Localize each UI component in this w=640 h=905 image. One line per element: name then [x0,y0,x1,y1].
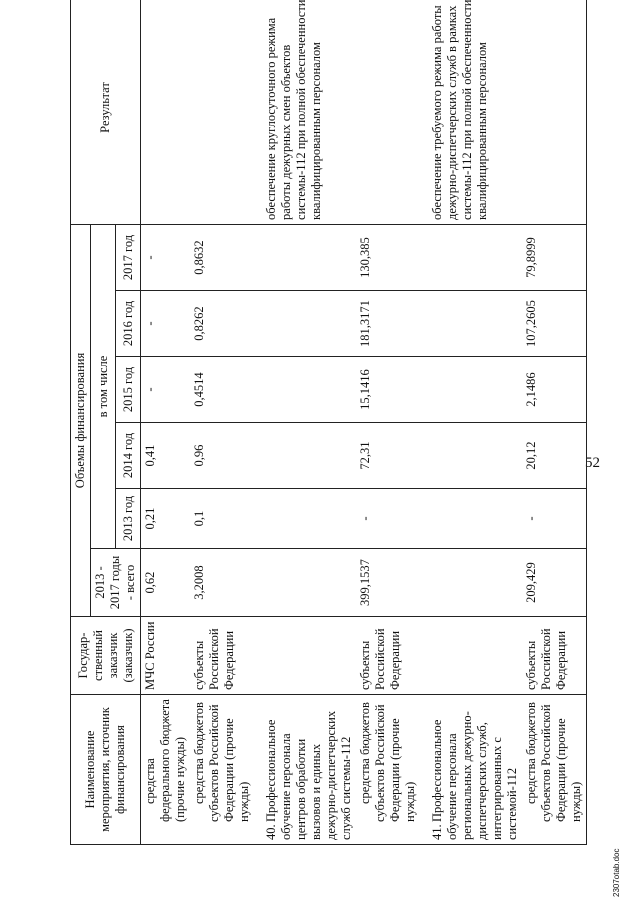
cell-name [254,695,356,845]
cell-name [420,695,522,845]
cell-y2017: 79,8999 [522,224,587,290]
cell-y2014: 0,96 [190,423,254,489]
header-2017: 2017 год [116,224,141,290]
cell-y2016 [254,291,356,357]
cell-result [190,0,254,224]
cell-total: 399,1537 [356,549,420,617]
cell-y2017 [254,224,356,290]
cell-y2016 [420,291,522,357]
cell-customer [420,617,522,695]
cell-name [141,695,191,845]
cell-customer: МЧС России [141,617,191,695]
cell-y2016: 0,8262 [190,291,254,357]
cell-y2017: 130,385 [356,224,420,290]
funding-table [70,0,587,845]
cell-y2014 [420,423,522,489]
cell-name [356,695,420,845]
header-2013: 2013 год [116,489,141,549]
cell-y2017 [420,224,522,290]
cell-total [420,549,522,617]
header-name: Наименование мероприятия, источник финансирования [71,695,141,845]
cell-result [356,0,420,224]
header-funding: Объемы финансирования [71,224,91,616]
cell-y2013 [420,489,522,549]
row-name: Профессиональное обучение персонала региональных дежурно-диспетчерских служб, интегрированных с системой-112 [430,711,519,840]
cell-y2013: - [522,489,587,549]
table-body [141,0,587,845]
cell-customer [254,617,356,695]
cell-result: обеспечение требуемого режима работы дежурно-диспетчерских служб в рамках системы-112 при полной обеспеченности квалифицированным персоналом [420,0,522,224]
cell-y2017: - [141,224,191,290]
cell-y2014: 72,31 [356,423,420,489]
cell-y2015: - [141,357,191,423]
row-name: средства бюджетов субъектов Российской Федерации (прочие нужды) [358,702,417,822]
header-2016: 2016 год [116,291,141,357]
header-incl: в том числе [91,224,116,548]
row-number: 41. [430,824,444,840]
header-result: Результат [71,0,141,224]
cell-total: 3,2008 [190,549,254,617]
file-footer: 2307оtab.doc [612,848,621,897]
table-row [356,0,420,845]
cell-y2016: 181,3171 [356,291,420,357]
table-row [420,0,522,845]
cell-total: 0,62 [141,549,191,617]
cell-name [190,695,254,845]
row-name: средства бюджетов субъектов Российской Федерации (прочие нужды) [524,702,583,822]
cell-total [254,549,356,617]
cell-y2015: 15,1416 [356,357,420,423]
row-number: 40. [264,824,278,840]
header-2015: 2015 год [116,357,141,423]
table-row [141,0,191,845]
cell-customer: субъекты Российской Федерации [356,617,420,695]
cell-y2014 [254,423,356,489]
cell-y2013: 0,1 [190,489,254,549]
cell-total: 209,429 [522,549,587,617]
row-name: средства федерального бюджета (прочие нужды) [143,699,187,822]
header-customer: Государ-ственный заказчик (заказчик) [71,617,141,695]
cell-y2015: 0,4514 [190,357,254,423]
cell-result [522,0,587,224]
cell-y2016: 107,2605 [522,291,587,357]
cell-customer: субъекты Российской Федерации [190,617,254,695]
row-name: средства бюджетов субъектов Российской Федерации (прочие нужды) [192,702,251,822]
cell-y2014: 20,12 [522,423,587,489]
cell-y2015 [254,357,356,423]
cell-y2013: 0,21 [141,489,191,549]
cell-result: обеспечение круглосуточного режима работы дежурных смен объектов системы-112 при полной обеспеченности квалифицированным персоналом [254,0,356,224]
cell-y2013: - [356,489,420,549]
cell-y2015 [420,357,522,423]
table-row [254,0,356,845]
table-row [522,0,587,845]
cell-y2015: 2,1486 [522,357,587,423]
cell-y2016: - [141,291,191,357]
cell-y2014: 0,41 [141,423,191,489]
header-total: 2013 - 2017 годы - всего [91,549,141,617]
header-2014: 2014 год [116,423,141,489]
cell-y2013 [254,489,356,549]
cell-result [141,0,191,224]
page-number: 52 [585,455,600,471]
cell-customer: субъекты Российской Федерации [522,617,587,695]
cell-name [522,695,587,845]
cell-y2017: 0,8632 [190,224,254,290]
row-name: Профессиональное обучение персонала центров обработки вызовов и единых дежурно-диспетчерских служб системы-112 [264,710,353,840]
table-row [190,0,254,845]
